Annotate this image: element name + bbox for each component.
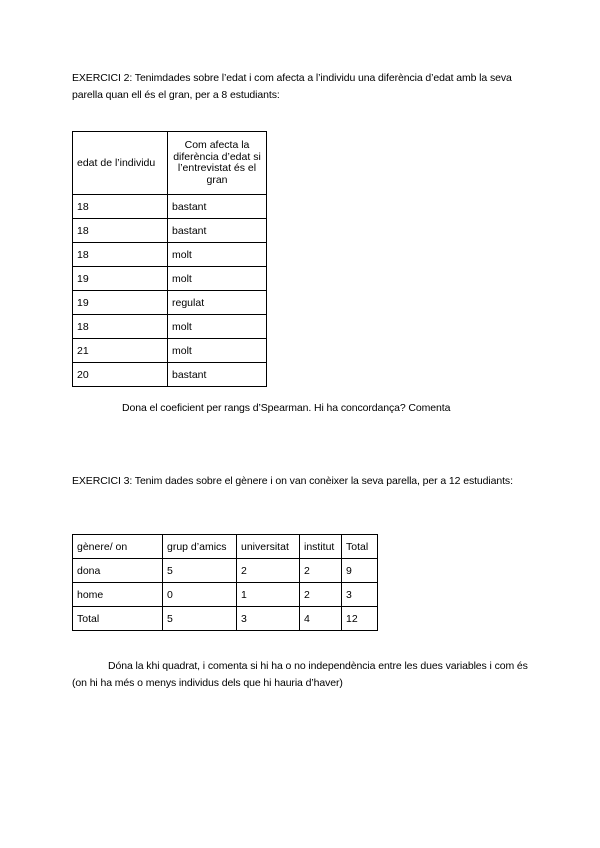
table-row — [73, 243, 267, 267]
table-row — [73, 607, 378, 631]
table-cell: bastant — [168, 195, 267, 219]
column-header: institut — [300, 535, 342, 559]
table-cell: Total — [73, 607, 163, 631]
table-header-row — [73, 132, 267, 195]
column-header: grup d’amics — [163, 535, 237, 559]
table-cell: 3 — [342, 583, 378, 607]
table-row — [73, 267, 267, 291]
column-header: Com afecta la diferència d’edat si l’entrevistat és el gran — [168, 132, 267, 195]
table-row — [73, 363, 267, 387]
table-cell: 21 — [73, 339, 168, 363]
column-header: edat de l’individu — [73, 132, 168, 195]
exercise-2-table — [72, 131, 267, 387]
table-cell: 5 — [163, 559, 237, 583]
exercise-3-intro: EXERCICI 3: Tenim dades sobre el gènere i on van conèixer la seva parella, per a 12 estudiants: — [72, 475, 513, 487]
table-row — [73, 559, 378, 583]
table-row — [73, 291, 267, 315]
table-cell: 1 — [237, 583, 300, 607]
table-cell: 2 — [237, 559, 300, 583]
table-row — [73, 219, 267, 243]
table-cell: 3 — [237, 607, 300, 631]
column-header: Total — [342, 535, 378, 559]
table-row — [73, 583, 378, 607]
table-row — [73, 315, 267, 339]
table-cell: dona — [73, 559, 163, 583]
table-row — [73, 195, 267, 219]
table-cell: 12 — [342, 607, 378, 631]
table-cell: 18 — [73, 315, 168, 339]
column-header: universitat — [237, 535, 300, 559]
table-cell: bastant — [168, 219, 267, 243]
table-cell: 9 — [342, 559, 378, 583]
exercise-2-question: Dona el coeficient per rangs d’Spearman. Hi ha concordança? Comenta — [122, 402, 451, 414]
table-cell: molt — [168, 315, 267, 339]
table-cell: 4 — [300, 607, 342, 631]
table-row — [73, 339, 267, 363]
table-cell: 18 — [73, 195, 168, 219]
table-cell: molt — [168, 267, 267, 291]
table-cell: 2 — [300, 559, 342, 583]
table-cell: 18 — [73, 243, 168, 267]
column-header: gènere/ on — [73, 535, 163, 559]
table-header-row — [73, 535, 378, 559]
table-cell: 18 — [73, 219, 168, 243]
exercise-2-intro: EXERCICI 2: Tenimdades sobre l’edat i com afecta a l’individu una diferència d’edat amb la seva parella quan ell és el gran, per a 8 estudiants: — [72, 72, 512, 101]
table-cell: molt — [168, 339, 267, 363]
table-cell: home — [73, 583, 163, 607]
exercise-3-question: Dóna la khi quadrat, i comenta si hi ha o no independència entre les dues variables i com és (on hi ha més o menys individus dels que hi hauria d’haver) — [72, 660, 528, 689]
exercise-3-table — [72, 534, 378, 631]
table-cell: molt — [168, 243, 267, 267]
table-cell: regulat — [168, 291, 267, 315]
table-cell: 0 — [163, 583, 237, 607]
table-cell: 5 — [163, 607, 237, 631]
table-cell: 20 — [73, 363, 168, 387]
table-cell: 19 — [73, 291, 168, 315]
table-cell: bastant — [168, 363, 267, 387]
table-cell: 19 — [73, 267, 168, 291]
table-cell: 2 — [300, 583, 342, 607]
